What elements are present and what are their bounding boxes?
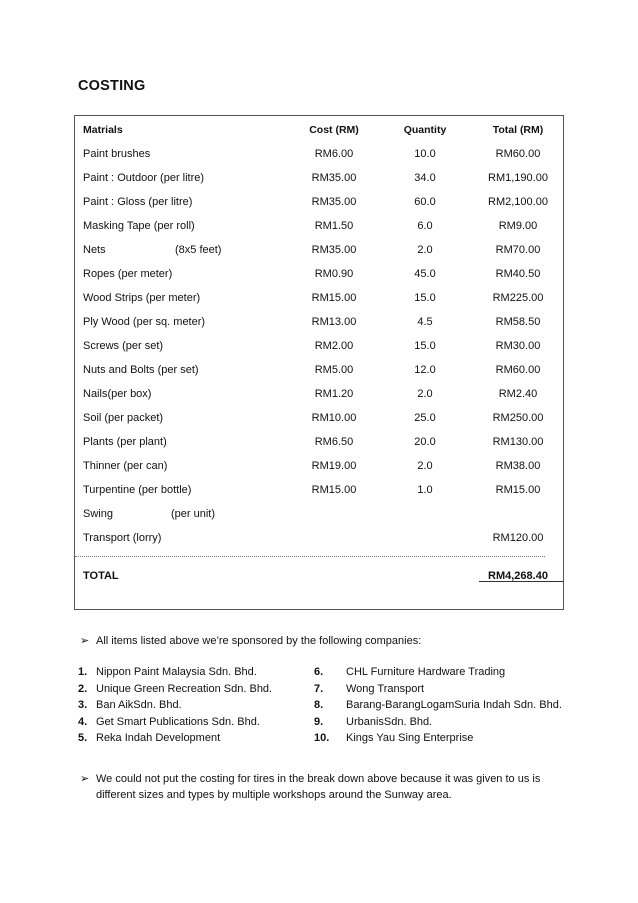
cell-item: Ropes (per meter) <box>83 268 173 280</box>
cell-cost: RM19.00 <box>311 460 357 472</box>
company-name: CHL Furniture Hardware Trading <box>346 666 506 678</box>
cell-quantity: 2.0 <box>417 460 433 472</box>
total-underline <box>479 581 563 582</box>
table-row <box>75 238 563 262</box>
cell-item: Turpentine (per bottle) <box>83 484 192 496</box>
cell-item: Nuts and Bolts (per set) <box>83 364 199 376</box>
company-name: Get Smart Publications Sdn. Bhd. <box>96 715 260 728</box>
cell-quantity: 15.0 <box>414 292 436 304</box>
cell-total: RM130.00 <box>492 436 544 448</box>
table-row <box>75 334 563 358</box>
cell-total: RM120.00 <box>492 532 544 544</box>
cell-total: RM225.00 <box>492 292 544 304</box>
cell-cost: RM1.20 <box>314 388 354 400</box>
company-number: 9. <box>314 715 324 728</box>
cell-total: RM38.00 <box>495 460 541 472</box>
table-row <box>75 190 563 214</box>
header-total: Total (RM) <box>492 124 544 136</box>
company-name: Kings Yau Sing Enterprise <box>346 732 474 744</box>
total-value: RM4,268.40 <box>488 570 548 582</box>
cell-item: Plants (per plant) <box>83 436 167 448</box>
company-number: 5. <box>78 732 88 744</box>
header-materials: Matrials <box>83 124 123 136</box>
cell-total: RM2,100.00 <box>488 196 548 208</box>
company-name: UrbanisSdn. Bhd. <box>346 715 433 728</box>
company-number: 6. <box>314 666 324 678</box>
company-name: Wong Transport <box>346 682 425 695</box>
table-row <box>75 430 563 454</box>
cell-cost: RM15.00 <box>311 292 357 304</box>
page-title: COSTING <box>78 78 146 94</box>
table-row <box>75 502 563 526</box>
cell-quantity: 12.0 <box>414 364 436 376</box>
company-number: 3. <box>78 699 88 711</box>
cell-total: RM58.50 <box>495 316 541 328</box>
sponsor-note-text: All items listed above we’re sponsored by the following companies: <box>96 635 422 647</box>
cell-quantity: 25.0 <box>414 412 436 424</box>
cell-item: Transport (lorry) <box>83 532 162 544</box>
cell-quantity: 34.0 <box>414 172 436 184</box>
cell-cost: RM2.00 <box>314 340 354 352</box>
table-row <box>75 214 563 238</box>
cell-quantity: 4.5 <box>417 316 433 328</box>
header-quantity: Quantity <box>403 124 447 136</box>
cell-quantity: 15.0 <box>414 340 436 352</box>
costing-table <box>74 115 564 610</box>
cell-item: Masking Tape (per roll) <box>83 220 195 232</box>
total-row <box>75 564 563 588</box>
cell-total: RM70.00 <box>495 244 541 256</box>
cell-item: Thinner (per can) <box>83 460 168 472</box>
cell-item: Paint : Outdoor (per litre) <box>83 172 205 184</box>
cell-item: Ply Wood (per sq. meter) <box>83 316 206 328</box>
cell-cost: RM35.00 <box>311 196 357 208</box>
company-number: 2. <box>78 682 88 695</box>
cell-quantity: 10.0 <box>414 148 436 160</box>
table-row <box>75 382 563 406</box>
cell-cost: RM6.50 <box>314 436 354 448</box>
table-row <box>75 454 563 478</box>
table-divider <box>75 556 545 557</box>
company-name: Nippon Paint Malaysia Sdn. Bhd. <box>96 666 257 678</box>
cell-item-unit: (per unit) <box>171 508 216 520</box>
cell-quantity: 60.0 <box>414 196 436 208</box>
company-name: Barang-BarangLogamSuria Indah Sdn. Bhd. <box>346 699 562 711</box>
cell-item: Paint : Gloss (per litre) <box>83 196 193 208</box>
cell-cost: RM35.00 <box>311 172 357 184</box>
company-number: 7. <box>314 682 324 695</box>
cell-total: RM9.00 <box>498 220 538 232</box>
cell-cost: RM35.00 <box>311 244 357 256</box>
table-row <box>75 310 563 334</box>
total-label: TOTAL <box>83 570 119 582</box>
arrow-bullet-icon: ➢ <box>80 773 90 785</box>
table-row <box>75 166 563 190</box>
table-header <box>75 118 563 142</box>
cell-quantity: 6.0 <box>417 220 433 232</box>
tires-note-line1: We could not put the costing for tires in the break down above because it was given to us is <box>96 773 541 785</box>
cell-item: Wood Strips (per meter) <box>83 292 201 304</box>
company-name: Ban AikSdn. Bhd. <box>96 699 182 711</box>
cell-cost: RM1.50 <box>314 220 354 232</box>
company-number: 4. <box>78 715 88 728</box>
cell-item: Swing <box>83 508 113 520</box>
header-cost: Cost (RM) <box>309 124 359 136</box>
cell-cost: RM5.00 <box>314 364 354 376</box>
arrow-bullet-icon: ➢ <box>80 635 90 647</box>
cell-total: RM30.00 <box>495 340 541 352</box>
cell-quantity: 2.0 <box>417 244 433 256</box>
cell-cost: RM13.00 <box>311 316 357 328</box>
tires-note-line2: different sizes and types by multiple workshops around the Sunway area. <box>96 789 452 801</box>
table-row <box>75 358 563 382</box>
cell-quantity: 20.0 <box>414 436 436 448</box>
cell-item: Screws (per set) <box>83 340 164 352</box>
cell-item: Nets <box>83 244 106 256</box>
company-name: Unique Green Recreation Sdn. Bhd. <box>96 682 273 695</box>
table-row <box>75 478 563 502</box>
company-name: Reka Indah Development <box>96 732 221 744</box>
table-row <box>75 142 563 166</box>
cell-item: Paint brushes <box>83 148 151 160</box>
cell-quantity: 1.0 <box>417 484 433 496</box>
cell-total: RM60.00 <box>495 364 541 376</box>
table-row <box>75 526 563 550</box>
company-number: 10. <box>314 732 330 744</box>
table-row <box>75 286 563 310</box>
cell-total: RM60.00 <box>495 148 541 160</box>
company-number: 1. <box>78 666 88 678</box>
cell-cost: RM10.00 <box>311 412 357 424</box>
cell-item-unit: (8x5 feet) <box>175 244 222 256</box>
cell-cost: RM0.90 <box>314 268 354 280</box>
cell-item: Soil (per packet) <box>83 412 164 424</box>
table-row <box>75 406 563 430</box>
cell-quantity: 2.0 <box>417 388 433 400</box>
cell-quantity: 45.0 <box>414 268 436 280</box>
cell-total: RM2.40 <box>498 388 538 400</box>
cell-total: RM1,190.00 <box>488 172 548 184</box>
cell-item: Nails(per box) <box>83 388 152 400</box>
cell-total: RM40.50 <box>495 268 541 280</box>
cell-cost: RM15.00 <box>311 484 357 496</box>
cell-total: RM15.00 <box>495 484 541 496</box>
company-number: 8. <box>314 699 324 711</box>
cell-cost: RM6.00 <box>314 148 354 160</box>
table-row <box>75 262 563 286</box>
cell-total: RM250.00 <box>492 412 544 424</box>
